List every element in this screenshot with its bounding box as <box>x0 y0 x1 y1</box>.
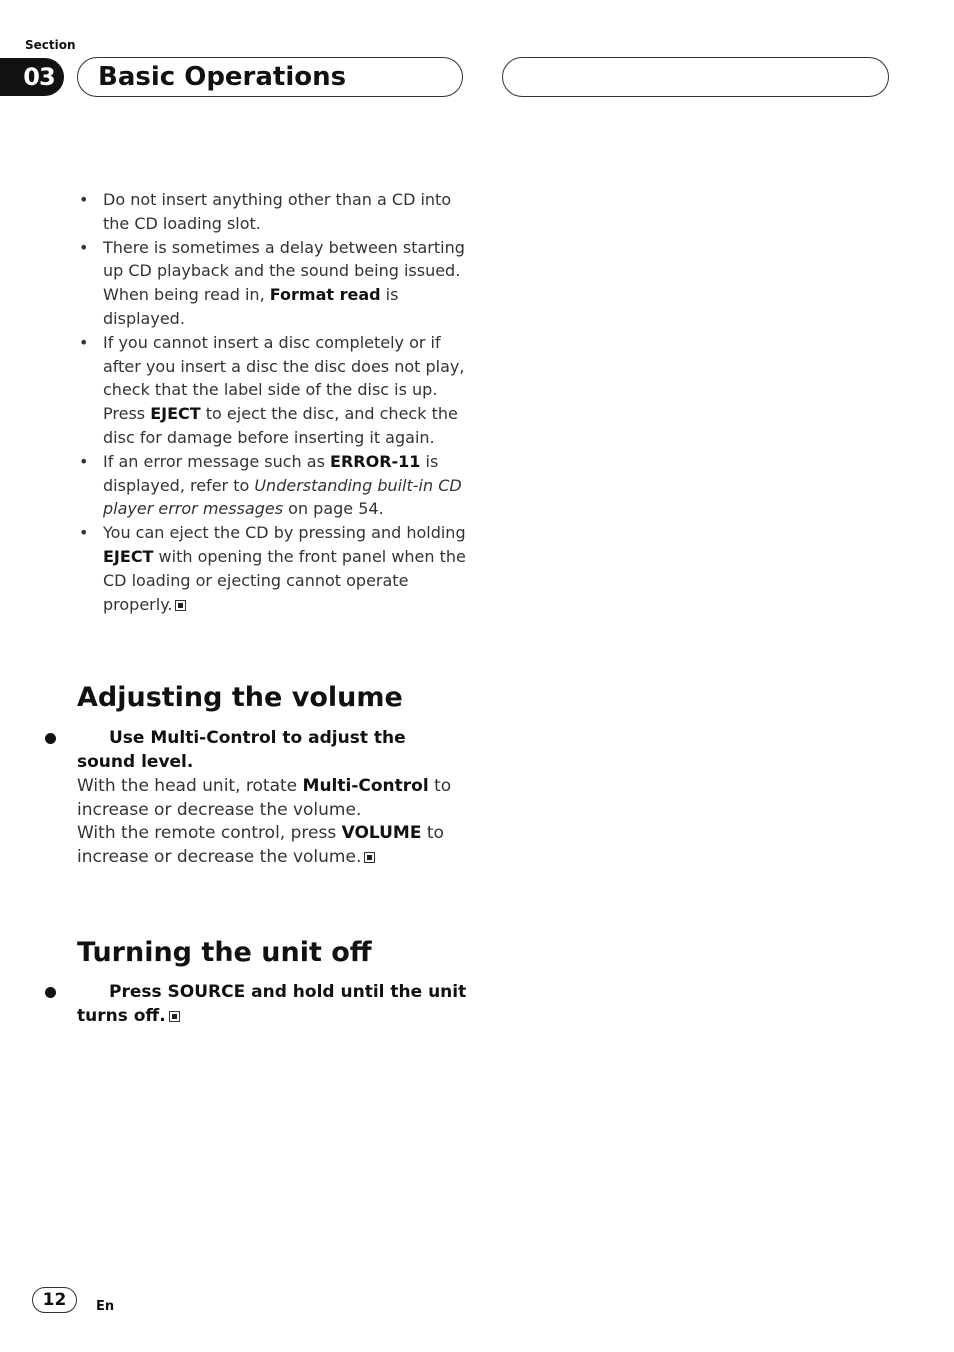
volume-step <box>77 726 469 774</box>
bullet-text: If you cannot insert a disc completely or if after you insert a disc the disc does not play, check that the label side of the disc is up. Press <box>103 332 465 424</box>
bold-term: Format read <box>269 285 381 305</box>
list-item <box>77 188 467 236</box>
section-number-badge: 03 <box>0 58 64 96</box>
bullet-text: is displayed. <box>103 285 399 328</box>
bullet-text: You can eject the CD by pressing and holding <box>103 523 466 543</box>
list-item <box>77 236 467 331</box>
bullet-text: Do not insert anything other than a CD into the CD loading slot. <box>103 190 452 233</box>
heading-adjusting-volume: Adjusting the volume <box>77 682 403 713</box>
step-text: Press SOURCE and hold until the unit turns off. <box>77 982 467 1026</box>
volume-paragraph-head-unit <box>77 775 469 823</box>
bold-term: ERROR-11 <box>330 451 421 471</box>
volume-paragraph-remote <box>77 822 469 870</box>
list-item <box>77 331 467 450</box>
para-text: to increase or decrease the volume. <box>77 776 452 820</box>
step-bullet-icon <box>45 987 56 998</box>
cross-reference: Understanding built-in CD player error messages <box>103 475 462 519</box>
bold-term: Multi-Control <box>302 776 429 796</box>
page-number: 12 <box>32 1287 77 1313</box>
heading-turning-off: Turning the unit off <box>77 937 372 968</box>
bullet-text: is displayed, refer to <box>103 451 439 495</box>
end-mark-icon <box>169 1011 180 1022</box>
bullet-text: on page 54. <box>283 499 384 519</box>
bold-term: EJECT <box>103 546 154 566</box>
bullet-text: to eject the disc, and check the disc for damage before inserting it again. <box>103 404 458 447</box>
bullet-text: If an error message such as <box>103 451 331 471</box>
notes-list <box>77 188 467 616</box>
end-mark-icon <box>175 600 186 611</box>
bullet-text: with opening the front panel when the CD loading or ejecting cannot operate properly. <box>103 546 466 614</box>
section-label: Section <box>25 38 76 52</box>
bullet-text: There is sometimes a delay between starting up CD playback and the sound being issued. When being read in, <box>103 237 465 305</box>
step-bullet-icon <box>45 733 56 744</box>
bold-term: VOLUME <box>341 823 422 843</box>
para-text: With the remote control, press <box>77 823 342 843</box>
end-mark-icon <box>364 852 375 863</box>
list-item <box>77 521 467 616</box>
bold-term: EJECT <box>150 404 201 424</box>
para-text: to increase or decrease the volume. <box>77 823 444 867</box>
step-text: Use Multi-Control to adjust the sound level. <box>77 728 406 772</box>
section-title: Basic Operations <box>77 57 463 97</box>
para-text: With the head unit, rotate <box>77 776 303 796</box>
off-step <box>77 980 469 1028</box>
blank-header-box <box>502 57 889 97</box>
language-label: En <box>96 1299 115 1314</box>
list-item <box>77 450 467 521</box>
